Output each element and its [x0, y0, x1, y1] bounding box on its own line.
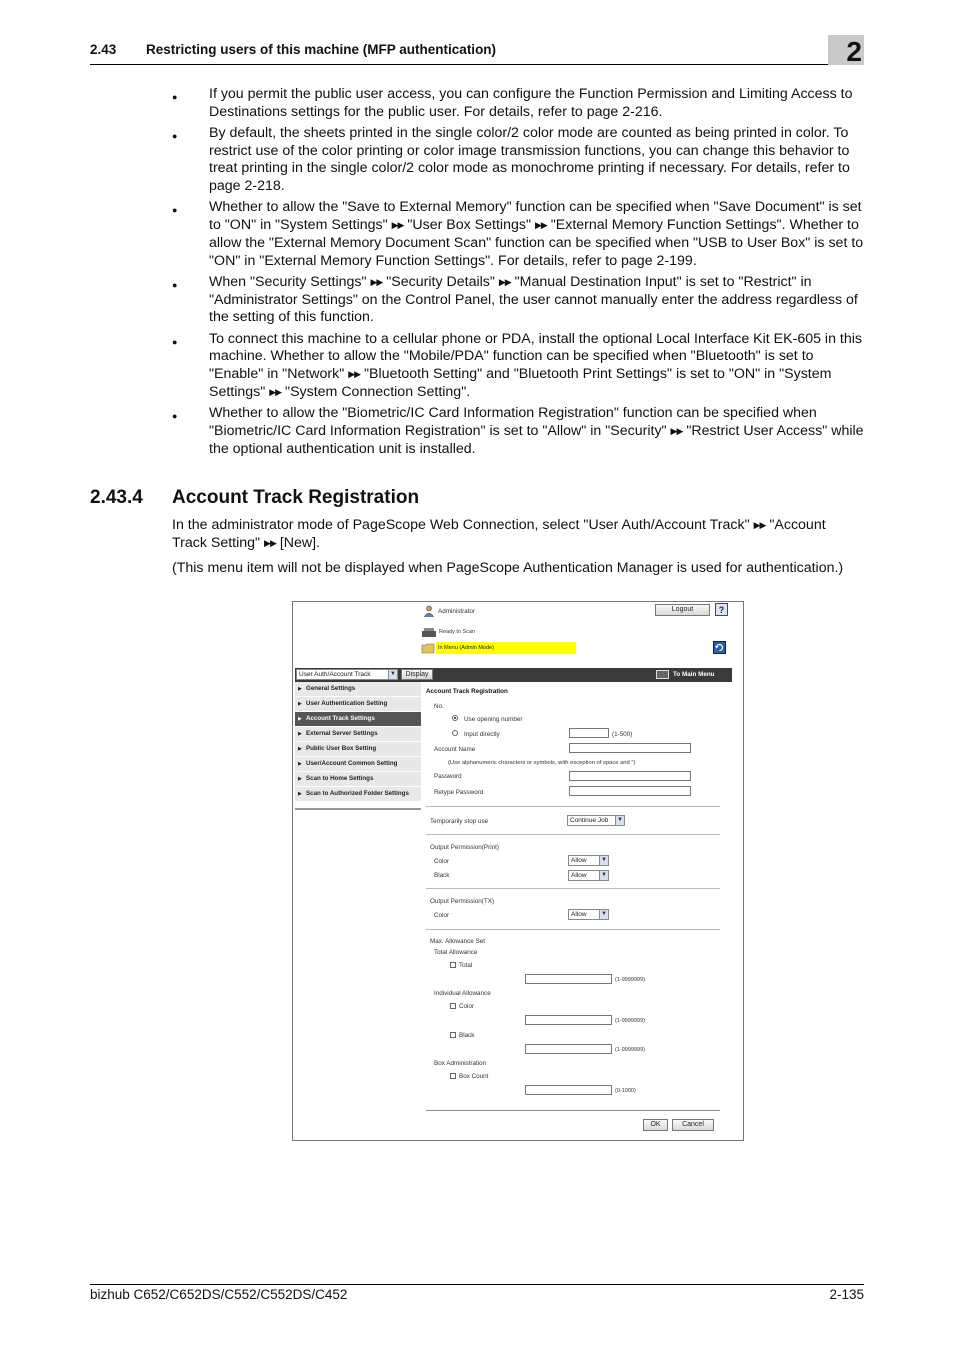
color-allowance-range: (1-9999999)	[615, 1018, 645, 1024]
chevron-down-icon: ▼	[599, 856, 608, 865]
sidebar-item-label: User/Account Common Setting	[306, 760, 398, 767]
total-label: Total	[459, 962, 473, 969]
help-icon[interactable]: ?	[715, 603, 728, 616]
administrator-label: Administrator	[438, 608, 476, 615]
chevron-down-icon: ▼	[388, 670, 397, 679]
section-title: Account Track Registration	[172, 487, 420, 508]
sidebar-item[interactable]	[295, 787, 421, 802]
note-bullet-list	[172, 86, 864, 462]
sidebar-item[interactable]	[295, 772, 421, 787]
machine-status: Ready to Scan	[439, 629, 476, 635]
triangle-right-icon: ▶	[298, 776, 302, 782]
intro-paragraph	[172, 517, 864, 553]
tx-color-select[interactable]	[568, 909, 609, 920]
retype-password-label: Retype Password	[434, 789, 484, 796]
section-number: 2.43.4	[90, 487, 143, 508]
text-run: To connect this machine to a cellular phone or PDA, install the optional Local Interface Kit EK-605 in this machine. Whether to allow the "Mobile/PDA" function can be specified when "Bluetooth" is set to "Enable" in "Network"	[209, 330, 862, 383]
triangle-right-icon: ▶	[298, 791, 302, 797]
sidebar-item[interactable]	[295, 742, 421, 757]
sidebar-item[interactable]	[295, 727, 421, 742]
bullet-dot-icon: ●	[172, 130, 178, 141]
total-allowance-label: Total Allowance	[434, 949, 478, 956]
text-run: If you permit the public user access, you can configure the Function Permission and Limiting Access to Destinations settings for the public user. For details, refer to page 2-216.	[209, 86, 853, 120]
black-allowance-input[interactable]	[525, 1044, 612, 1054]
use-opening-number-radio[interactable]	[452, 715, 458, 721]
divider	[426, 929, 720, 930]
double-arrow-icon: ▶▶	[264, 537, 276, 548]
running-header	[90, 42, 496, 57]
black-allowance-range: (1-9999999)	[615, 1047, 645, 1053]
sidebar-item-label: User Authentication Setting	[306, 700, 388, 707]
text-run: "External Memory Function Settings". Whether to allow the "External Memory Document Scan" function can be specified when "USB to User Box" is set to "ON" in "External Memory Function Settings". For details, refer to page 2-199.	[209, 217, 864, 269]
retype-password-input[interactable]	[569, 786, 691, 796]
print-black-value: Allow	[571, 872, 587, 879]
triangle-right-icon: ▶	[298, 746, 302, 752]
account-name-label: Account Name	[434, 746, 476, 753]
triangle-right-icon: ▶	[298, 686, 302, 692]
section-heading	[90, 487, 419, 509]
sidebar-item-label: External Server Settings	[306, 730, 378, 737]
black-checkbox[interactable]	[450, 1032, 456, 1038]
print-black-select[interactable]	[568, 870, 609, 881]
color-allowance-label: Color	[459, 1003, 475, 1010]
total-input[interactable]	[525, 974, 612, 984]
sidebar-item-label: Public User Box Setting	[306, 745, 377, 752]
triangle-right-icon: ▶	[298, 701, 302, 707]
top-toolbar	[295, 668, 732, 682]
cancel-button[interactable]: Cancel	[672, 1119, 714, 1131]
text-run: When "Security Settings"	[209, 273, 371, 290]
double-arrow-icon: ▶▶	[348, 369, 361, 380]
bullet-dot-icon: ●	[172, 411, 178, 422]
bullet-item	[172, 274, 864, 327]
bullet-dot-icon: ●	[172, 92, 178, 102]
page-number: 2-135	[829, 1287, 864, 1302]
sidebar-item[interactable]	[295, 682, 421, 697]
text-run: "Manual Destination Input" is set to "Restrict" in "Administrator Settings" on the Control Panel, the user cannot manually enter the address regardless of the setting of this function.	[209, 273, 858, 326]
total-range: (1-9999999)	[615, 977, 645, 983]
account-name-hint: (Use alphanumeric characters or symbols, with exception of space and ")	[448, 760, 636, 766]
to-main-menu-link[interactable]: To Main Menu	[673, 671, 715, 678]
text-run: In the administrator mode of PageScope Web Connection, select "User Auth/Account Track"	[172, 517, 754, 533]
print-black-label: Black	[434, 872, 450, 879]
sidebar-item-label: General Settings	[306, 685, 356, 692]
text-run: Whether to allow the "Biometric/IC Card Information Registration" function can be specified when "Biometric/IC Card Information Registration" is set to "Allow" in "Security"	[209, 405, 817, 439]
settings-sidebar	[295, 682, 421, 810]
output-print-label: Output Permission(Print)	[430, 844, 499, 851]
sidebar-item[interactable]	[295, 697, 421, 712]
double-arrow-icon: ▶▶	[670, 425, 683, 436]
header-rule	[90, 64, 864, 65]
sidebar-item[interactable]	[295, 712, 421, 727]
input-directly-radio[interactable]	[452, 730, 458, 736]
account-name-input[interactable]	[569, 743, 691, 753]
category-select-value: User Auth/Account Track	[299, 671, 371, 678]
temp-stop-label: Temporarily stop use	[430, 818, 489, 825]
temp-stop-select[interactable]	[567, 815, 625, 826]
triangle-right-icon: ▶	[298, 761, 302, 767]
form-title: Account Track Registration	[426, 688, 508, 695]
chevron-down-icon: ▼	[599, 871, 608, 880]
double-arrow-icon: ▶▶	[370, 276, 383, 287]
box-count-checkbox[interactable]	[450, 1073, 456, 1079]
input-directly-label: Input directly	[464, 731, 500, 738]
no-label: No.	[434, 703, 444, 710]
output-tx-label: Output Permission(TX)	[430, 898, 495, 905]
color-checkbox[interactable]	[450, 1003, 456, 1009]
chevron-down-icon: ▼	[599, 910, 608, 919]
divider	[426, 806, 720, 807]
main-menu-icon	[656, 670, 669, 679]
double-arrow-icon: ▶▶	[753, 520, 766, 530]
text-run: "Restrict User Access" while the optional authentication unit is installed.	[209, 422, 864, 457]
print-color-label: Color	[434, 858, 450, 865]
number-range: (1-500)	[612, 731, 633, 738]
bullet-item	[172, 405, 864, 458]
max-allowance-label: Max. Allowance Set	[430, 938, 485, 945]
header-section-title: Restricting users of this machine (MFP authentication)	[146, 42, 497, 57]
bullet-dot-icon: ●	[172, 279, 178, 290]
temp-stop-value: Continue Job	[570, 817, 609, 824]
black-allowance-label: Black	[459, 1032, 475, 1039]
footer-models: bizhub C652/C652DS/C552/C552DS/C452	[90, 1287, 348, 1302]
sidebar-item-label: Scan to Home Settings	[306, 775, 374, 782]
print-color-select[interactable]	[568, 855, 609, 866]
box-count-label: Box Count	[459, 1073, 489, 1080]
box-admin-label: Box Administration	[434, 1060, 487, 1067]
admin-icon	[423, 605, 435, 617]
box-count-range: (0-1000)	[615, 1088, 636, 1094]
triangle-right-icon: ▶	[298, 716, 302, 722]
ok-button[interactable]: OK	[643, 1119, 668, 1131]
sidebar-item-label: Account Track Settings	[306, 715, 375, 722]
text-run: "System Connection Setting".	[281, 383, 471, 400]
text-run: "Bluetooth Setting" and "Bluetooth Print Settings" is set to "ON" in "System Settings"	[209, 366, 832, 400]
bullet-dot-icon: ●	[172, 205, 178, 216]
text-run: Whether to allow the "Save to External Memory" function can be specified when "Save Document" is set to "ON" in "System Settings"	[209, 199, 862, 234]
total-checkbox[interactable]	[450, 962, 456, 968]
bullet-item	[172, 125, 864, 196]
double-arrow-icon: ▶▶	[269, 386, 282, 397]
header-section-number: 2.43	[90, 42, 117, 57]
text-run: [New].	[275, 534, 321, 551]
box-count-input[interactable]	[525, 1085, 612, 1095]
tx-color-label: Color	[434, 912, 450, 919]
divider	[426, 1110, 720, 1111]
double-arrow-icon: ▶▶	[498, 276, 511, 287]
sidebar-item[interactable]	[295, 757, 421, 772]
color-allowance-input[interactable]	[525, 1015, 612, 1025]
bullet-item	[172, 199, 864, 270]
footer-rule	[90, 1284, 864, 1285]
use-opening-number-label: Use opening number	[464, 716, 523, 723]
text-run: "Security Details"	[382, 273, 499, 290]
chapter-badge: 2	[828, 35, 864, 65]
display-button[interactable]: Display	[401, 669, 433, 680]
sidebar-item-label: Scan to Authorized Folder Settings	[306, 790, 409, 797]
text-run: "Account Track Setting"	[172, 517, 826, 551]
password-input[interactable]	[569, 771, 691, 781]
refresh-icon[interactable]	[713, 641, 726, 654]
individual-allowance-label: Individual Allowance	[434, 990, 491, 997]
divider	[426, 834, 720, 835]
scanner-icon	[421, 627, 437, 639]
sidebar-divider	[295, 808, 421, 810]
category-select[interactable]	[296, 669, 398, 680]
tx-color-value: Allow	[571, 911, 587, 918]
note-paragraph: (This menu item will not be displayed when PageScope Authentication Manager is used for authentication.)	[172, 560, 844, 576]
double-arrow-icon: ▶▶	[391, 220, 404, 231]
text-run: By default, the sheets printed in the single color/2 color mode are counted as being printed in color. To restrict use of the color printing or color image transmission functions, you can change this behavior to treat printing in the single color/2 color mode as monochrome printing if necessary. For details, refer to page 2-218.	[209, 124, 850, 195]
bullet-item	[172, 331, 864, 402]
password-label: Password	[434, 773, 462, 780]
text-run: "User Box Settings"	[403, 217, 535, 234]
logout-button[interactable]: Logout	[655, 604, 710, 616]
chevron-down-icon: ▼	[615, 816, 624, 825]
triangle-right-icon: ▶	[298, 731, 302, 737]
mode-indicator: In Menu (Admin Mode)	[436, 642, 576, 654]
divider	[426, 888, 720, 889]
double-arrow-icon: ▶▶	[534, 220, 547, 231]
pagescope-screenshot	[292, 601, 744, 1141]
bullet-dot-icon: ●	[172, 336, 178, 347]
folder-icon	[421, 642, 435, 654]
bullet-item	[172, 86, 864, 122]
print-color-value: Allow	[571, 857, 587, 864]
number-input[interactable]	[569, 728, 609, 738]
